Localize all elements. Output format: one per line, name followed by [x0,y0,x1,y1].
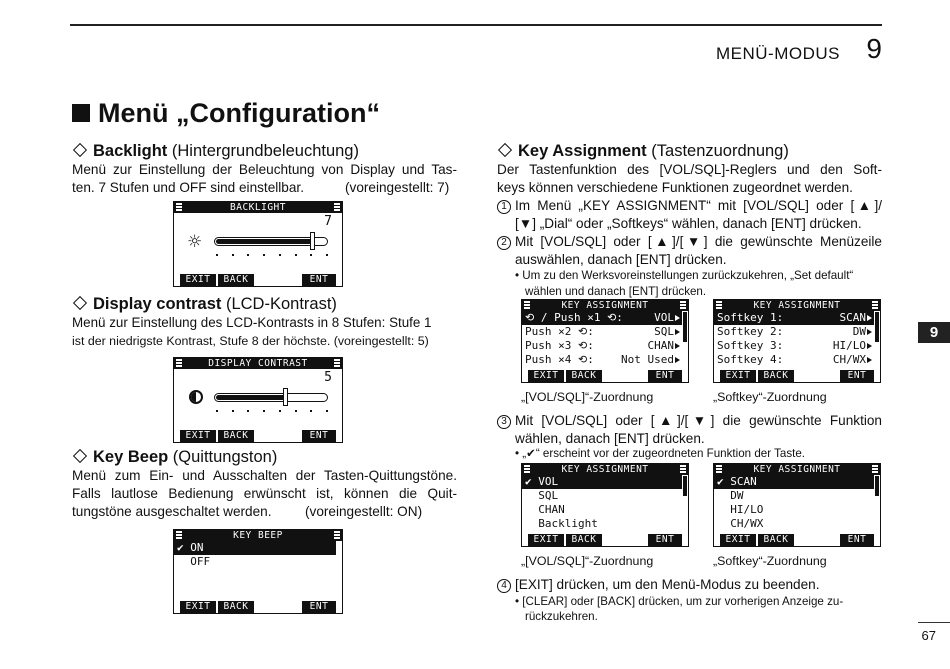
softkey-function-list-screen [713,463,881,547]
level-tick [279,410,281,412]
softkey-ent: ENT [840,534,874,546]
square-bullet-icon [72,104,90,122]
level-tick [263,254,265,256]
contrast-icon [189,390,203,404]
level-tick [232,410,234,412]
footer-rule [918,622,950,623]
list-item: ✔ VOL [522,475,682,489]
lcd-title-bar: DISPLAY CONTRAST [174,358,342,369]
step-4-text: [EXIT] drücken, um den Menü-Modus zu beenden. [515,577,820,592]
level-tick [295,254,297,256]
lcd-title-bar: KEY ASSIGNMENT [714,300,880,311]
list-item: CHAN [525,503,565,516]
header-rule [70,24,882,26]
level-tick [310,410,312,412]
level-tick [216,410,218,412]
softkey-exit: EXIT [528,534,564,546]
step-4-note-a: • [CLEAR] oder [BACK] drücken, um zur vorherigen Anzeige zu- [515,595,844,608]
level-ticks [216,410,328,413]
step-3-note: • „✔“ erscheint vor der zugeordneten Funktion der Taste. [515,447,806,460]
level-value: 7 [324,214,332,229]
chapter-number: 9 [866,33,882,64]
diamond-icon [73,296,87,310]
list-item: SQL [525,489,559,502]
level-tick [247,410,249,412]
lcd-title-bar: BACKLIGHT [174,202,342,213]
keybeep-text-1: Menü zum Ein- und Ausschalten der Tasten-Quittungstöne. [72,468,457,483]
backlight-text-2: ten. 7 Stufen und OFF sind einstellbar. [72,180,304,195]
softkey-exit: EXIT [720,534,756,546]
step-3-number: 3 [497,412,513,430]
step-1-text-b: [▼] „Dial“ oder „Softkeys“ wählen, danach [ENT] drücken. [515,216,862,231]
contrast-screen [173,357,343,443]
list-item: DW [717,489,744,502]
caption-softkey: „Softkey“-Zuordnung [713,554,827,568]
level-tick [295,410,297,412]
level-tick [263,410,265,412]
softkey-exit: EXIT [180,601,216,613]
step-4-number: 4 [497,576,513,594]
backlight-text-1: Menü zur Einstellung der Beleuchtung von Display und Tas- [72,162,457,177]
list-item: ⟲ / Push ×1 ⟲: VOL [522,311,682,325]
list-item: Backlight [525,517,598,530]
sun-icon: ☼ [187,232,203,252]
list-item: ✔ SCAN [714,475,874,489]
keybeep-default: (voreingestellt: ON) [305,504,423,519]
softkey-back: BACK [218,430,254,442]
keybeep-text-2: Falls lautlose Bedienung erwünscht ist, können die Quit- [72,486,457,501]
level-ticks [216,254,328,257]
softkey-exit: EXIT [528,370,564,382]
step-1-number: 1 [497,197,513,215]
lcd-title-bar: KEY ASSIGNMENT [714,464,880,475]
softkey-ent: ENT [302,601,336,613]
level-tick [310,254,312,256]
backlight-slider-knob [310,232,315,250]
softkey-back: BACK [758,370,794,382]
level-tick [247,254,249,256]
list-item: CH/WX [717,517,764,530]
page-number: 67 [921,628,936,643]
softkey-back: BACK [218,274,254,286]
softkey-ent: ENT [648,534,682,546]
step-2-text-b: auswählen, danach [ENT] drücken. [515,252,727,267]
list-item: Push ×2 ⟲: SQL [522,325,682,339]
lcd-title-bar: KEY ASSIGNMENT [522,464,688,475]
list-item: OFF [177,555,211,568]
dial-assignment-screen [521,299,689,383]
scrollbar [683,312,687,368]
step-2-number: 2 [497,233,513,251]
softkey-ent: ENT [302,274,336,286]
step-2-text-a: Mit [VOL/SQL] oder [▲]/[▼] die gewünschte Menüzeile [515,234,882,249]
chapter-tab: 9 [918,322,950,343]
contrast-text-2: ist der niedrigste Kontrast, Stufe 8 der höchste. (voreingestellt: 5) [72,334,429,348]
level-tick [326,410,328,412]
list-item: Softkey 1: SCAN [714,311,874,325]
backlight-heading: Backlight (Hintergrundbeleuchtung) [72,142,359,161]
list-item: Push ×4 ⟲: Not Used [522,353,682,367]
page-title: Menü „Configuration“ [72,98,380,129]
list-item: Softkey 3: HI/LO [714,339,874,353]
contrast-slider-knob [283,388,288,406]
softkey-ent: ENT [648,370,682,382]
caption-dial: „[VOL/SQL]“-Zuordnung [521,390,654,404]
keyassign-intro-1: Der Tastenfunktion des [VOL/SQL]-Reglers und den Soft- [497,162,882,177]
caption-softkey: „Softkey“-Zuordnung [713,390,827,404]
level-tick [232,254,234,256]
contrast-level-fill [216,395,285,400]
softkey-back: BACK [218,601,254,613]
softkey-exit: EXIT [180,274,216,286]
level-tick [216,254,218,256]
softkey-back: BACK [566,370,602,382]
keybeep-screen [173,529,343,614]
backlight-level-fill [216,239,312,244]
keyassign-heading: Key Assignment (Tastenzuordnung) [497,142,789,161]
caption-dial: „[VOL/SQL]“-Zuordnung [521,554,654,568]
scrollbar [683,476,687,532]
contrast-text-1: Menü zur Einstellung des LCD-Kontrasts in 8 Stufen: Stufe 1 [72,315,432,330]
scrollbar [875,476,879,532]
softkey-ent: ENT [840,370,874,382]
step-3-text-b: wählen, danach [ENT] drücken. [515,431,705,446]
contrast-heading: Display contrast (LCD-Kontrast) [72,295,337,314]
scrollbar [875,312,879,368]
list-item: Push ×3 ⟲: CHAN [522,339,682,353]
lcd-title-bar: KEY BEEP [174,530,342,541]
step-1-text-a: Im Menü „KEY ASSIGNMENT“ mit [VOL/SQL] oder [▲]/ [515,198,882,213]
softkey-exit: EXIT [180,430,216,442]
backlight-screen [173,201,343,287]
diamond-icon [498,143,512,157]
softkey-assignment-screen [713,299,881,383]
list-item: Softkey 4: CH/WX [714,353,874,367]
level-tick [279,254,281,256]
softkey-back: BACK [566,534,602,546]
step-2-note-a: • Um zu den Werksvoreinstellungen zurückzukehren, „Set default“ [515,269,854,282]
softkey-back: BACK [758,534,794,546]
diamond-icon [73,143,87,157]
step-3-text-a: Mit [VOL/SQL] oder [▲]/[▼] die gewünschte Funktion [515,413,882,428]
step-2-note-b: wählen und danach [ENT] drücken. [525,285,707,298]
lcd-title-bar: KEY ASSIGNMENT [522,300,688,311]
keybeep-heading: Key Beep (Quittungston) [72,448,277,467]
softkey-ent: ENT [302,430,336,442]
level-tick [326,254,328,256]
dial-function-list-screen [521,463,689,547]
diamond-icon [73,449,87,463]
softkey-exit: EXIT [720,370,756,382]
chapter-title: MENÜ-MODUS [716,44,840,63]
step-4-note-b: rückzukehren. [525,610,598,623]
level-value: 5 [324,370,332,385]
list-item: HI/LO [717,503,764,516]
keyassign-intro-2: keys können verschiedene Funktionen zugeordnet werden. [497,180,853,195]
list-item: Softkey 2: DW [714,325,874,339]
list-item: ✔ ON [174,541,336,555]
backlight-default: (voreingestellt: 7) [345,180,450,195]
keybeep-text-3: tungstöne ausgeschaltet werden. [72,504,272,519]
